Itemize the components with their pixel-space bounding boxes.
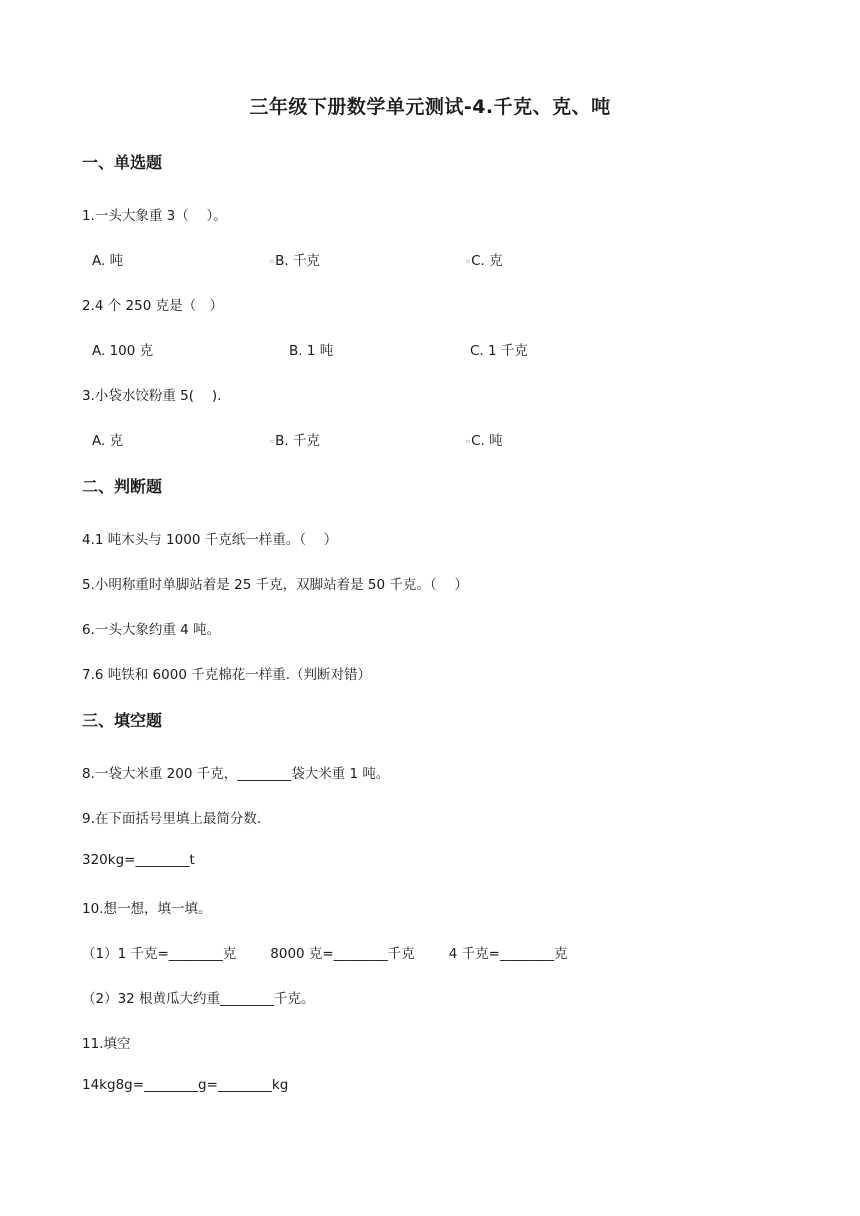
q2-option-a[interactable]: A. 100 克 xyxy=(92,343,154,359)
question-11: 11.填空 xyxy=(82,1036,131,1052)
question-11-blank: 14kg8g=________g=________kg xyxy=(82,1077,289,1093)
question-9-blank: 320kg=________t xyxy=(82,852,195,868)
q3-option-a[interactable]: A. 克 xyxy=(92,433,124,449)
question-3: 3.小袋水饺粉重 5( ). xyxy=(82,388,222,404)
q2-option-b[interactable]: B. 1 吨 xyxy=(289,343,334,359)
question-6: 6.一头大象约重 4 吨。 xyxy=(82,622,221,638)
q2-option-c[interactable]: C. 1 千克 xyxy=(470,343,528,359)
question-4: 4.1 吨木头与 1000 千克纸一样重。（ ） xyxy=(82,532,338,548)
option-marker-icon: ▫ xyxy=(466,257,471,265)
question-5: 5.小明称重时单脚站着是 25 千克，双脚站着是 50 千克。（ ） xyxy=(82,577,468,593)
page-title: 三年级下册数学单元测试-4.千克、克、吨 xyxy=(249,96,611,118)
section-heading-fill-blank: 三、填空题 xyxy=(82,711,163,730)
q1-option-a[interactable]: A. 吨 xyxy=(92,253,124,269)
question-9: 9.在下面括号里填上最简分数. xyxy=(82,811,262,827)
question-2: 2.4 个 250 克是（ ） xyxy=(82,298,224,314)
question-10-part-1 xyxy=(82,942,567,962)
q3-option-b[interactable]: ▫B. 千克 xyxy=(270,433,320,449)
q10-blank-3: 4 千克=________克 xyxy=(448,946,568,962)
q1-option-b[interactable]: ▫B. 千克 xyxy=(270,253,320,269)
question-1: 1.一头大象重 3（ ）。 xyxy=(82,208,227,224)
q1-option-c[interactable]: ▫C. 克 xyxy=(466,253,503,269)
q10-blank-2: 8000 克=________千克 xyxy=(270,946,415,962)
option-marker-icon: ▫ xyxy=(270,437,275,445)
option-marker-icon: ▫ xyxy=(270,257,275,265)
section-heading-true-false: 二、判断题 xyxy=(82,477,163,496)
q10-blank-1: （1）1 千克=________克 xyxy=(82,946,237,962)
option-marker-icon: ▫ xyxy=(466,437,471,445)
question-10: 10.想一想，填一填。 xyxy=(82,901,212,917)
question-8: 8.一袋大米重 200 千克，________袋大米重 1 吨。 xyxy=(82,766,390,782)
section-heading-single-choice: 一、单选题 xyxy=(82,153,163,172)
question-7: 7.6 吨铁和 6000 千克棉花一样重.（判断对错） xyxy=(82,667,371,683)
q3-option-c[interactable]: ▫C. 吨 xyxy=(466,433,503,449)
question-10-part-2: （2）32 根黄瓜大约重________千克。 xyxy=(82,991,315,1007)
